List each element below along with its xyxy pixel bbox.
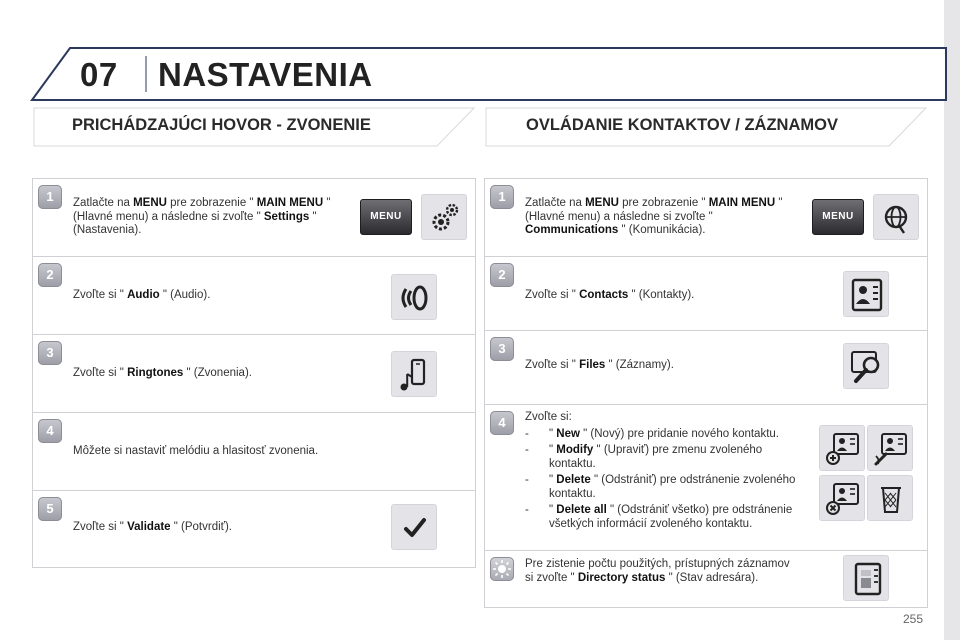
contacts-icon	[843, 271, 889, 317]
left-step-3	[33, 335, 475, 413]
left-step-5	[33, 491, 475, 569]
chapter-header	[30, 46, 950, 102]
right-steps-panel	[484, 178, 928, 608]
action-delete-all: - " Delete all " (Odstrániť všetko) pre odstránenie všetkých informácií zvoleného kontaktu.	[525, 504, 810, 531]
step-badge: 2	[38, 263, 62, 287]
right-step-1	[485, 179, 927, 257]
left-section-heading	[32, 106, 476, 148]
settings-gears-icon	[421, 194, 467, 240]
right-section-title: OVLÁDANIE KONTAKTOV / ZÁZNAMOV	[526, 116, 838, 134]
trash-icon	[867, 475, 913, 521]
left-step-4	[33, 413, 475, 491]
action-modify: - " Modify " (Upraviť) pre zmenu zvoleného kontaktu.	[525, 444, 810, 471]
chapter-title: NASTAVENIA	[158, 56, 373, 93]
chapter-number: 07	[80, 56, 118, 93]
step-text: Pre zistenie počtu použitých, prístupných záznamov si zvoľte " Directory status " (Stav adresára).	[525, 558, 790, 584]
directory-status-icon	[843, 555, 889, 601]
lightbulb-icon	[490, 557, 514, 581]
left-step-1	[33, 179, 475, 257]
step-text: Zvoľte si: - " New " (Nový) pre pridanie nového kontaktu. - " Modify " (Upraviť) pre zmenu zvoleného kontaktu. - " Delete " (Odstrániť) pre odstránenie zvoleného kontaktu. - " Delete all " (Odstrániť všetko) pre odstránenie všetkých informácií zvoleného kontaktu.	[525, 411, 810, 531]
right-step-4	[485, 405, 927, 551]
step-text: Zvoľte si " Contacts " (Kontakty).	[525, 289, 695, 301]
left-steps-panel	[32, 178, 476, 568]
contact-delete-icon	[819, 475, 865, 521]
right-step-tip	[485, 551, 927, 609]
step-text: Zatlačte na MENU pre zobrazenie " MAIN MENU " (Hlavné menu) a následne si zvoľte " Communications " (Komunikácia).	[525, 197, 783, 236]
menu-button[interactable]: MENU	[360, 199, 412, 235]
step-text: Zvoľte si " Files " (Záznamy).	[525, 359, 674, 371]
step-badge: 3	[38, 341, 62, 365]
step-badge: 1	[490, 185, 514, 209]
files-search-icon	[843, 343, 889, 389]
step-badge: 5	[38, 497, 62, 521]
step-badge: 4	[38, 419, 62, 443]
step-badge: 3	[490, 337, 514, 361]
right-step-3	[485, 331, 927, 405]
right-step-2	[485, 257, 927, 331]
ringtones-icon	[391, 351, 437, 397]
action-new: - " New " (Nový) pre pridanie nového kontaktu.	[525, 428, 810, 442]
step-text: Môžete si nastaviť melódiu a hlasitosť zvonenia.	[73, 445, 319, 457]
globe-icon	[873, 194, 919, 240]
audio-icon	[391, 274, 437, 320]
left-step-2	[33, 257, 475, 335]
action-list	[525, 428, 810, 532]
step-text: Zatlačte na MENU pre zobrazenie " MAIN MENU " (Hlavné menu) a následne si zvoľte " Settings " (Nastavenia).	[73, 197, 331, 236]
menu-button[interactable]: MENU	[812, 199, 864, 235]
step-badge: 1	[38, 185, 62, 209]
step-text: Zvoľte si " Audio " (Audio).	[73, 289, 211, 301]
step-badge: 4	[490, 411, 514, 435]
step-text: Zvoľte si " Validate " (Potvrdiť).	[73, 521, 232, 533]
right-section-heading	[484, 106, 928, 148]
page-number: 255	[903, 612, 924, 626]
left-section-title: PRICHÁDZAJÚCI HOVOR - ZVONENIE	[72, 116, 371, 134]
contact-add-icon	[819, 425, 865, 471]
step-badge: 2	[490, 263, 514, 287]
checkmark-icon	[391, 504, 437, 550]
action-delete: - " Delete " (Odstrániť) pre odstránenie zvoleného kontaktu.	[525, 474, 810, 501]
step-text: Zvoľte si " Ringtones " (Zvonenia).	[73, 367, 252, 379]
contact-modify-icon	[867, 425, 913, 471]
